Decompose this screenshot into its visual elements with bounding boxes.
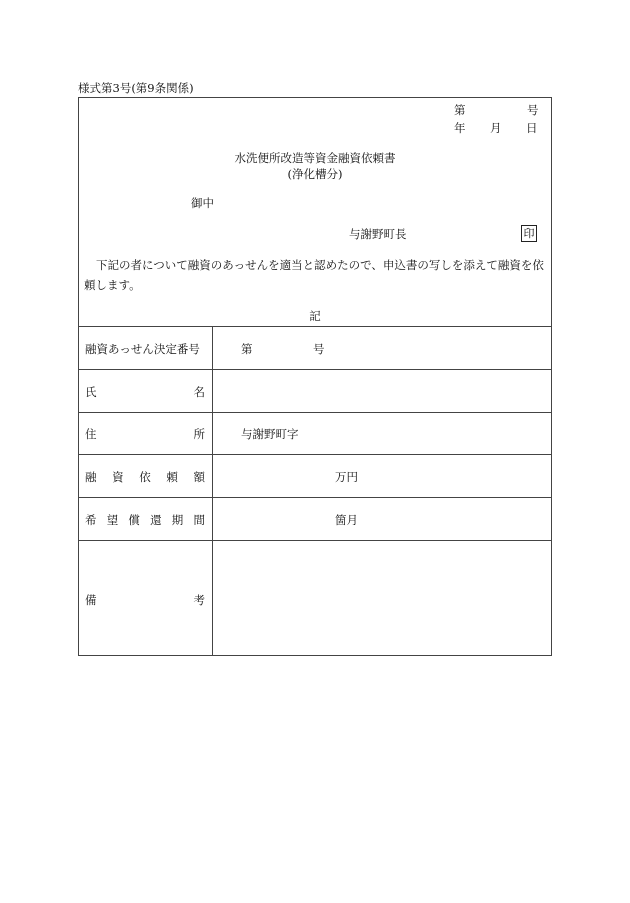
table-column-divider — [212, 326, 213, 656]
repayment-period-label — [85, 512, 205, 528]
address-label-char: 住 — [85, 427, 97, 441]
loan-amount-label-char: 頼 — [166, 470, 178, 484]
name-label — [85, 384, 205, 400]
address-label-char: 所 — [193, 427, 205, 441]
table-row-divider — [79, 412, 551, 413]
address-label — [85, 426, 205, 442]
decision-number-label: 融資あっせん決定番号 — [85, 342, 200, 356]
address-value: 与謝野町字 — [241, 427, 299, 441]
remarks-label-char: 考 — [193, 593, 205, 607]
table-row-divider — [79, 369, 551, 370]
repayment-period-label-char: 期 — [171, 513, 184, 527]
seal-mark: 印 — [521, 225, 537, 242]
remarks-label — [85, 592, 205, 608]
loan-amount-label — [85, 469, 205, 485]
table-row-divider — [79, 497, 551, 498]
doc-number-suffix: 号 — [527, 103, 539, 117]
table-row-divider — [79, 454, 551, 455]
date-day: 日 — [526, 121, 538, 135]
loan-amount-unit: 万円 — [335, 470, 358, 484]
form-number-label: 様式第3号(第9条関係) — [78, 81, 194, 95]
table-row-divider — [79, 540, 551, 541]
request-form — [78, 97, 552, 656]
name-label-char: 氏 — [85, 385, 97, 399]
repayment-period-label-char: 間 — [193, 513, 205, 527]
document-subtitle: (浄化槽分) — [287, 167, 343, 181]
decision-number-prefix: 第 — [241, 342, 253, 356]
loan-amount-label-char: 依 — [139, 470, 151, 484]
document-title: 水洗便所改造等資金融資依頼書 — [234, 151, 396, 165]
body-text: 下記の者について融資のあっせんを適当と認めたので、申込書の写しを添えて融資を依頼します。 — [84, 258, 544, 292]
ki-heading: 記 — [309, 309, 321, 323]
decision-number-suffix: 号 — [313, 342, 325, 356]
loan-amount-label-char: 額 — [193, 470, 205, 484]
repayment-period-unit: 箇月 — [335, 513, 358, 527]
remarks-label-char: 備 — [85, 593, 97, 607]
repayment-period-label-char: 望 — [106, 513, 119, 527]
loan-amount-label-char: 資 — [112, 470, 124, 484]
repayment-period-label-char: 還 — [150, 513, 162, 527]
repayment-period-label-char: 償 — [128, 513, 140, 527]
name-label-char: 名 — [193, 385, 205, 399]
loan-amount-label-char: 融 — [85, 470, 97, 484]
repayment-period-label-char: 希 — [85, 513, 97, 527]
addressee-suffix: 御中 — [191, 196, 214, 210]
doc-number-prefix: 第 — [454, 103, 466, 117]
date-month: 月 — [490, 121, 502, 135]
table-top-line — [79, 326, 551, 327]
date-year: 年 — [454, 121, 466, 135]
sender-name: 与謝野町長 — [349, 227, 407, 241]
